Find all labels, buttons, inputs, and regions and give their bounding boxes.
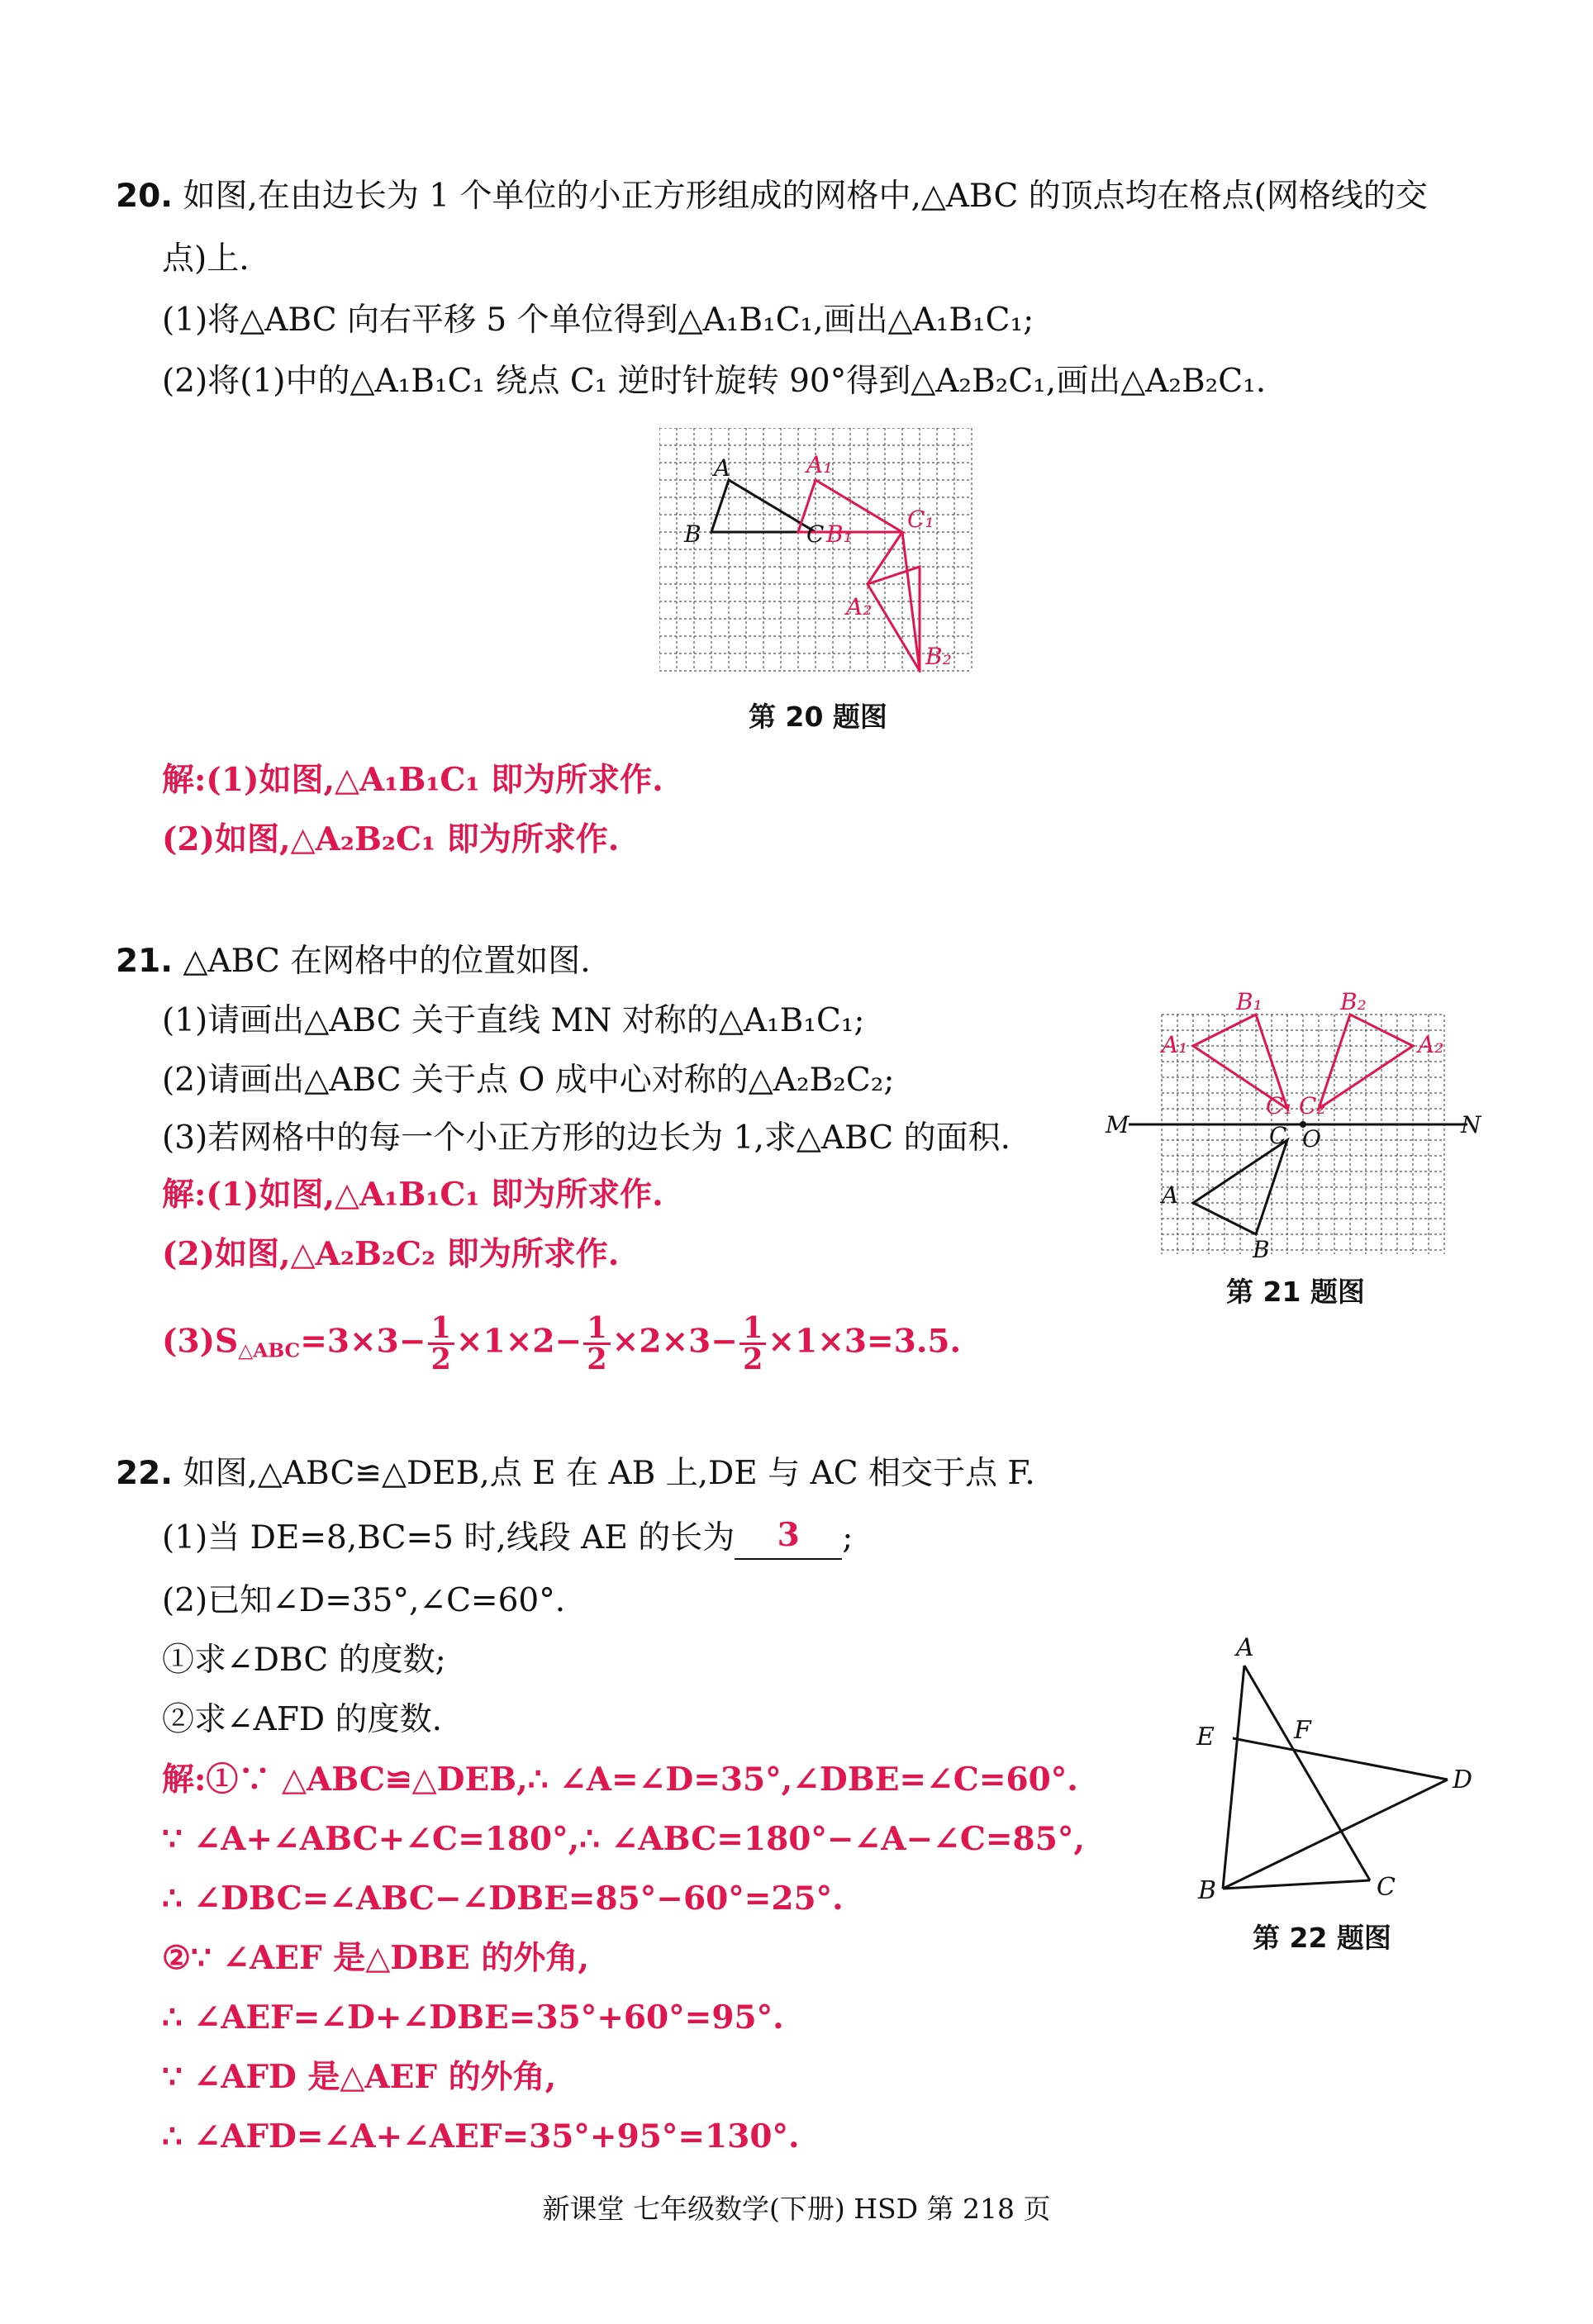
q22-figure [1190,1628,1487,1908]
q22-segment-bc [1223,1880,1370,1889]
q22-segment-bd [1223,1780,1448,1889]
q21-solution3 [162,1311,962,1377]
q22-part2: (2)已知∠D=35°,∠C=60°. [162,1582,566,1619]
q22-part2a: ①求∠DBC 的度数; [162,1642,446,1679]
q21-label-a2: A₂ [1418,1031,1444,1058]
q21-fraction-3: $\frac{1}{2}$ [739,1314,766,1374]
q21-solution1: 解:(1)如图,△A₁B₁C₁ 即为所求作. [162,1176,663,1214]
q20-stem2: 点)上. [162,240,250,278]
q22-segment-ed [1233,1738,1448,1780]
q20-caption: 第 20 题图 [749,701,887,733]
q21-sol3-sub: △ABC [238,1338,301,1362]
q20-part1: (1)将△ABC 向右平移 5 个单位得到△A₁B₁C₁,画出△A₁B₁C₁; [162,302,1034,339]
q22-part1 [162,1517,853,1560]
q22-answer: 3 [777,1516,800,1554]
q22-answer-blank [735,1516,842,1560]
q21-label-a1: A₁ [1162,1031,1188,1058]
q22-solution-line1: 解:①∵ △ABC≌△DEB,∴ ∠A=∠D=35°,∠DBE=∠C=60°. [162,1761,1078,1799]
q21-sol3-a: =3×3− [300,1322,426,1361]
q22-part1-text: (1)当 DE=8,BC=5 时,线段 AE 的长为 [162,1519,735,1556]
q22-label-d: D [1453,1766,1473,1794]
q20-stem-line1 [116,175,1428,218]
q22-number: 22. [116,1455,174,1492]
q22-segment-ab [1223,1666,1244,1889]
q20-label-a: A [714,454,731,482]
q22-solution-line7: ∴ ∠AFD=∠A+∠AEF=35°+95°=130°. [162,2117,800,2155]
q21-caption: 第 21 题图 [1226,1276,1365,1308]
q20-part2: (2)将(1)中的△A₁B₁C₁ 绕点 C₁ 逆时针旋转 90°得到△A₂B₂C₁,画出△A₂B₂C₁. [162,363,1267,400]
q22-solution-line3: ∴ ∠DBC=∠ABC−∠DBE=85°−60°=25°. [162,1880,844,1918]
q20-label-c1: C₁ [907,506,934,533]
q20-label-b1: B₁ [826,520,853,548]
q21-number: 21. [116,943,174,980]
q20-figure [659,428,978,672]
q20-label-a2: A₂ [846,593,873,620]
q21-solution2: (2)如图,△A₂B₂C₂ 即为所求作. [162,1235,620,1273]
q20-label-a1: A₁ [806,451,833,478]
q21-fraction-2: $\frac{1}{2}$ [583,1314,610,1374]
q21-part1: (1)请画出△ABC 关于直线 MN 对称的△A₁B₁C₁; [162,1002,865,1039]
q21-label-c: C [1269,1122,1287,1149]
q22-stem-line [116,1452,1035,1495]
q21-label-c1: C₁ [1266,1092,1293,1119]
q21-sol3-prefix: (3)S [162,1322,239,1361]
q21-label-n: N [1461,1111,1481,1138]
q21-sol3-c: ×2×3− [611,1322,738,1361]
q20-stem1: 如图,在由边长为 1 个单位的小正方形组成的网格中,△ABC 的顶点均在格点(网格线的交 [183,178,1428,215]
q22-label-c: C [1377,1873,1396,1902]
q20-solution2: (2)如图,△A₂B₂C₁ 即为所求作. [162,820,620,858]
q20-number: 20. [116,178,174,215]
q21-label-a: A [1162,1181,1179,1209]
q20-label-b: B [684,520,701,548]
q21-stem: △ABC 在网格中的位置如图. [183,943,591,980]
q21-sol3-b: ×1×2− [455,1322,583,1361]
q22-solution-line6: ∵ ∠AFD 是△AEF 的外角, [162,2058,557,2096]
q22-part2b: ②求∠AFD 的度数. [162,1701,442,1738]
q22-label-e: E [1196,1723,1215,1751]
q21-part3: (3)若网格中的每一个小正方形的边长为 1,求△ABC 的面积. [162,1119,1011,1157]
q21-label-b1: B₁ [1236,988,1263,1015]
q22-caption: 第 22 题图 [1253,1922,1391,1954]
q22-solution-line5: ∴ ∠AEF=∠D+∠DBE=35°+60°=95°. [162,1998,784,2036]
q21-label-c2: C₂ [1299,1092,1326,1119]
q21-label-o: O [1302,1125,1321,1152]
page-footer: 新课堂 七年级数学(下册) HSD 第 218 页 [542,2193,1051,2225]
q22-stem: 如图,△ABC≌△DEB,点 E 在 AB 上,DE 与 AC 相交于点 F. [183,1455,1035,1492]
q20-label-b2: B₂ [925,643,952,670]
q22-part1-end: ; [842,1519,854,1556]
q20-solution1: 解:(1)如图,△A₁B₁C₁ 即为所求作. [162,761,663,799]
q21-label-b2: B₂ [1340,988,1367,1015]
q22-solution-line2: ∵ ∠A+∠ABC+∠C=180°,∴ ∠ABC=180°−∠A−∠C=85°, [162,1820,1085,1858]
q22-solution-line4: ②∵ ∠AEF 是△DBE 的外角, [162,1939,589,1977]
q21-figure [1104,981,1484,1262]
q20-edge-c1a2 [868,532,902,584]
q20-label-c: C [806,520,825,548]
q20-edge-c1b2 [902,532,920,671]
q21-sol3-d: ×1×3=3.5. [768,1322,962,1361]
q22-label-b: B [1198,1876,1217,1905]
q21-part2: (2)请画出△ABC 关于点 O 成中心对称的△A₂B₂C₂; [162,1062,895,1099]
q21-stem-line [116,940,591,983]
q22-label-f: F [1294,1716,1311,1745]
q21-label-m: M [1106,1111,1129,1138]
q21-fraction-1: $\frac{1}{2}$ [428,1314,454,1374]
q21-label-b: B [1253,1236,1270,1262]
q22-label-a: A [1236,1633,1254,1662]
